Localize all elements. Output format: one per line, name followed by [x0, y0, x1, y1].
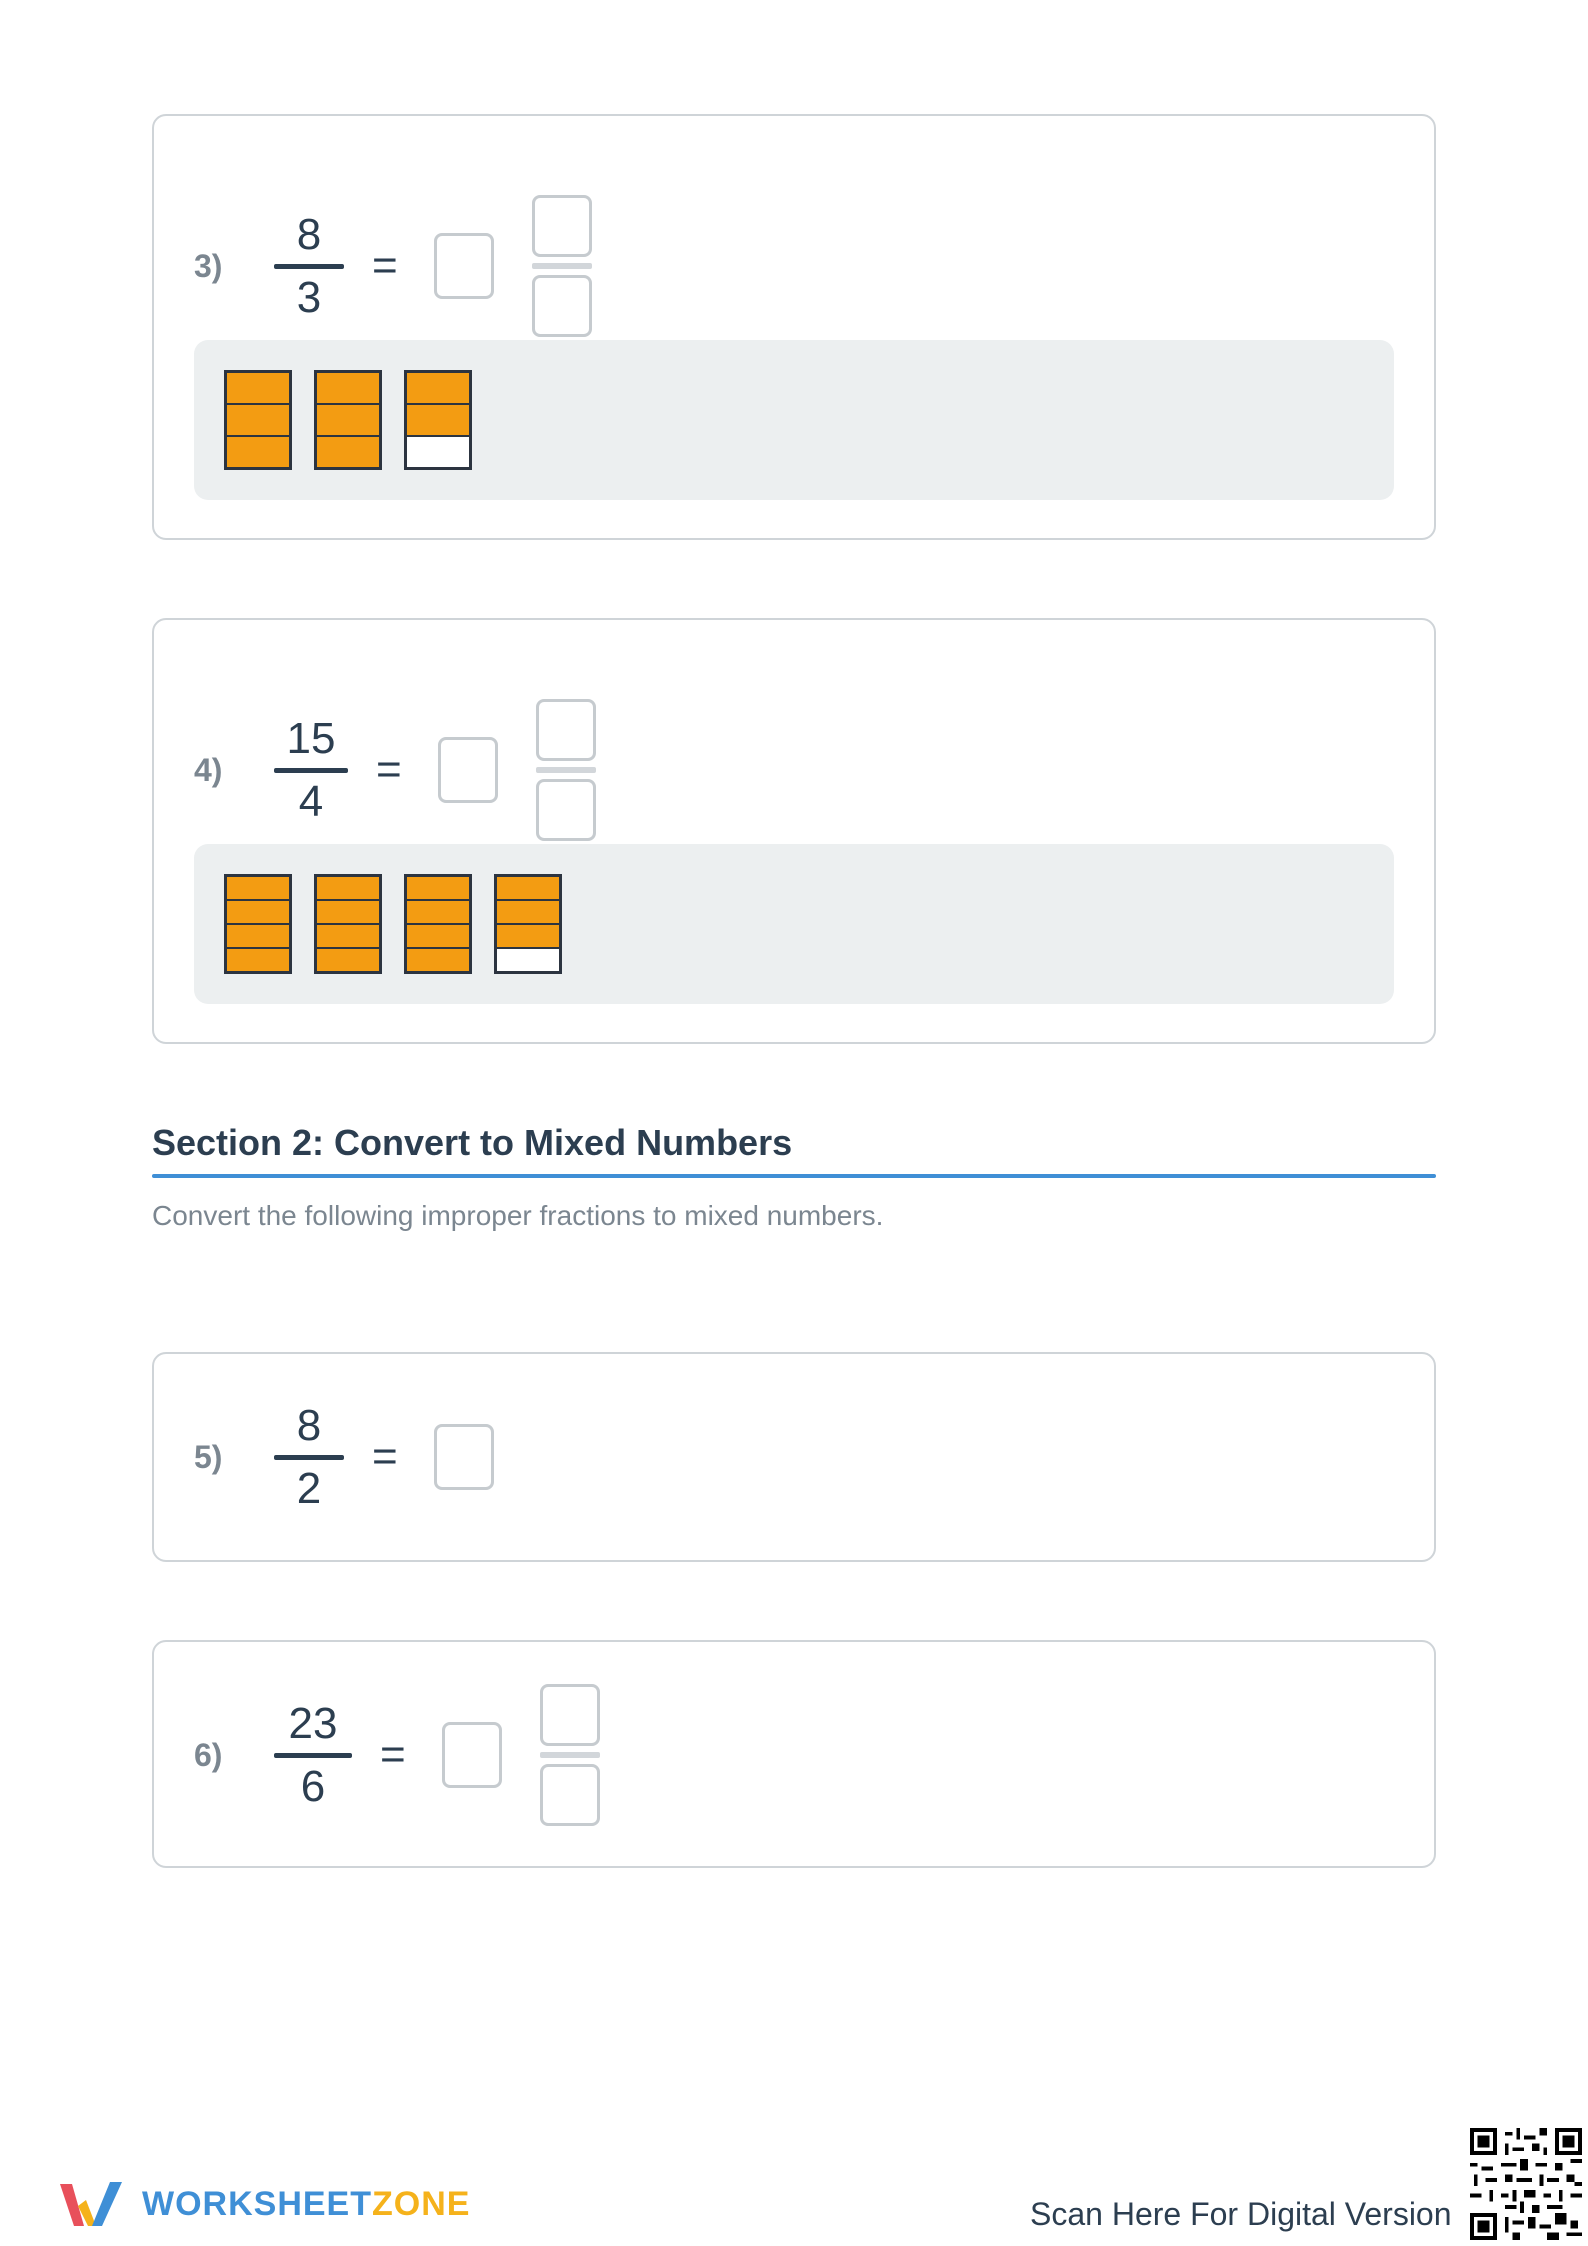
filled-part — [407, 403, 469, 435]
filled-part — [317, 923, 379, 947]
denominator-answer-box[interactable] — [536, 779, 596, 841]
problem-row — [194, 695, 596, 845]
answer-fraction-bar — [536, 767, 596, 773]
logo-w-icon — [56, 2176, 128, 2232]
fraction-answer — [540, 1684, 600, 1826]
problem-card-6 — [152, 1640, 1436, 1868]
problem-card-5 — [152, 1352, 1436, 1562]
improper-fraction — [274, 710, 348, 831]
filled-part — [227, 877, 289, 899]
section-title: Section 2: Convert to Mixed Numbers — [152, 1122, 793, 1163]
fraction-model — [194, 844, 1394, 1004]
filled-part — [407, 899, 469, 923]
problem-row — [194, 1382, 494, 1532]
filled-part — [227, 435, 289, 467]
filled-part — [407, 947, 469, 971]
filled-part — [317, 947, 379, 971]
improper-fraction — [274, 206, 344, 327]
qr-code-icon[interactable] — [1470, 2128, 1582, 2240]
fraction-block — [314, 874, 382, 974]
problem-number: 4) — [194, 751, 223, 788]
equals-sign: = — [380, 1730, 406, 1779]
fraction-answer — [532, 195, 592, 337]
filled-part — [407, 923, 469, 947]
section-divider — [152, 1174, 1436, 1178]
problem-card-4 — [152, 618, 1436, 1044]
answer-fraction-bar — [532, 263, 592, 269]
problem-number: 5) — [194, 1438, 223, 1475]
numerator: 15 — [286, 713, 336, 763]
filled-part — [407, 373, 469, 403]
filled-part — [497, 899, 559, 923]
filled-part — [227, 373, 289, 403]
worksheetzone-logo — [56, 2176, 470, 2232]
filled-part — [317, 899, 379, 923]
fraction-block — [224, 874, 292, 974]
problem-row — [194, 191, 592, 341]
improper-fraction — [274, 1397, 344, 1518]
whole-number-answer-box[interactable] — [434, 233, 494, 299]
whole-number-answer-box[interactable] — [438, 737, 498, 803]
problem-number: 3) — [194, 247, 223, 284]
filled-part — [227, 947, 289, 971]
logo-text-zone: ZONE — [372, 2184, 471, 2223]
filled-part — [317, 403, 379, 435]
denominator: 4 — [298, 776, 324, 826]
filled-part — [497, 877, 559, 899]
numerator-answer-box[interactable] — [536, 699, 596, 761]
fraction-model — [194, 340, 1394, 500]
numerator: 8 — [296, 209, 322, 259]
denominator: 2 — [296, 1463, 322, 1513]
filled-part — [227, 899, 289, 923]
fraction-block — [314, 370, 382, 470]
filled-part — [227, 403, 289, 435]
whole-number-answer-box[interactable] — [434, 1424, 494, 1490]
equals-sign: = — [372, 1432, 398, 1481]
equals-sign: = — [372, 241, 398, 290]
denominator-answer-box[interactable] — [532, 275, 592, 337]
filled-part — [317, 373, 379, 403]
scan-label: Scan Here For Digital Version — [1030, 2196, 1452, 2232]
filled-part — [497, 923, 559, 947]
filled-part — [407, 877, 469, 899]
denominator-answer-box[interactable] — [540, 1764, 600, 1826]
numerator-answer-box[interactable] — [540, 1684, 600, 1746]
equals-sign: = — [376, 745, 402, 794]
problem-number: 6) — [194, 1736, 223, 1773]
numerator: 8 — [296, 1400, 322, 1450]
empty-part — [497, 947, 559, 971]
problem-row — [194, 1680, 600, 1830]
filled-part — [227, 923, 289, 947]
improper-fraction — [274, 1695, 352, 1816]
filled-part — [317, 877, 379, 899]
numerator: 23 — [288, 1698, 338, 1748]
empty-part — [407, 435, 469, 467]
section-description: Convert the following improper fractions to mixed numbers. — [152, 1200, 884, 1231]
denominator: 3 — [296, 272, 322, 322]
whole-number-answer-box[interactable] — [442, 1722, 502, 1788]
fraction-block — [404, 370, 472, 470]
denominator: 6 — [300, 1761, 326, 1811]
fraction-block — [224, 370, 292, 470]
filled-part — [317, 435, 379, 467]
numerator-answer-box[interactable] — [532, 195, 592, 257]
problem-card-3 — [152, 114, 1436, 540]
answer-fraction-bar — [540, 1752, 600, 1758]
fraction-block — [404, 874, 472, 974]
fraction-block — [494, 874, 562, 974]
logo-wordmark — [142, 2185, 470, 2224]
logo-text-worksheet: WORKSHEET — [142, 2184, 372, 2223]
fraction-answer — [536, 699, 596, 841]
